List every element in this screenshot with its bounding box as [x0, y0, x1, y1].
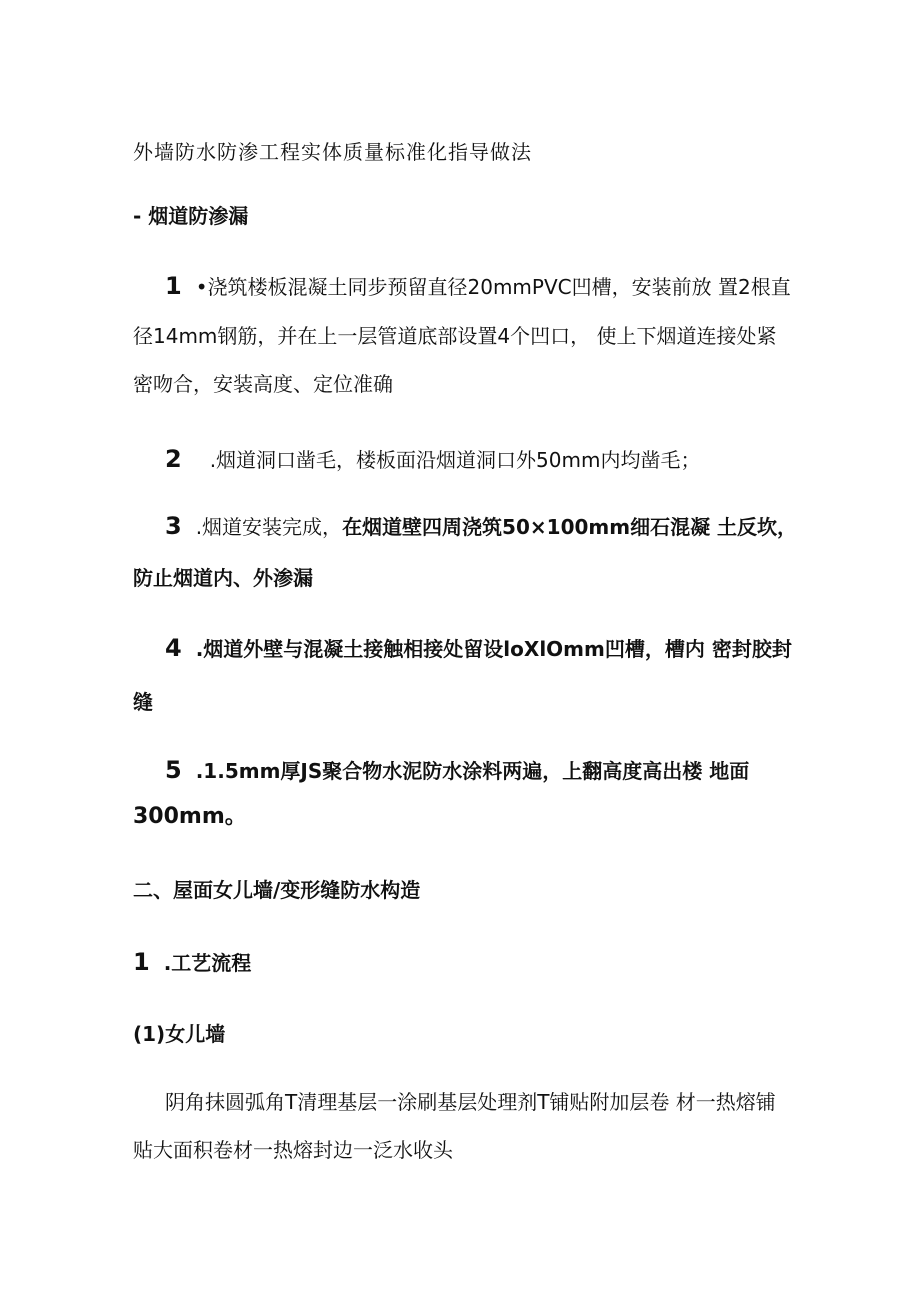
paragraph-line-2: 贴大面积卷材一热熔封边一泛水收头 [133, 1138, 453, 1162]
list-item-3-line-1 [165, 512, 797, 541]
list-item-1-line-2: 径14mm钢筋，并在上一层管道底部设置4个凹口， 使上下烟道连接处紧 [133, 324, 777, 348]
list-item-1-line-3: 密吻合，安装高度、定位准确 [133, 372, 393, 396]
item-number: 1 [165, 272, 182, 300]
list-item-4-line-1 [165, 634, 792, 663]
page-title: 外墙防水防渗工程实体质量标准化指导做法 [133, 140, 532, 164]
list-item-2 [165, 445, 700, 474]
item-text: .1.5mm厚JS聚合物水泥防水涂料两遍，上翻高度高出楼 地面 [195, 759, 750, 783]
section-heading-parapet: 二、屋面女儿墙/变形缝防水构造 [133, 878, 421, 902]
list-item-5-line-1 [165, 756, 749, 785]
section-heading-flue: - 烟道防渗漏 [133, 204, 249, 228]
item-text-bold: 在烟道壁四周浇筑50×100mm细石混凝 土反坎， [342, 515, 798, 539]
item-text: .烟道洞口凿毛，楼板面沿烟道洞口外50mm内均凿毛； [209, 448, 701, 472]
list-item-3-line-2: 防止烟道内、外渗漏 [133, 566, 313, 590]
paragraph-line-1: 阴角抹圆弧角T清理基层一涂刷基层处理剂T铺贴附加层卷 材一热熔铺 [165, 1090, 776, 1114]
item-text: .烟道外壁与混凝土接触相接处留设loXlOmm凹槽，槽内 密封胶封 [195, 637, 792, 661]
list-item-4-line-2: 缝 [133, 690, 153, 714]
item-number: 2 [165, 445, 182, 473]
list-item-5-line-2: 300mm。 [133, 804, 247, 829]
item-number: 3 [165, 512, 182, 540]
item-number: 1 [133, 948, 150, 976]
item-text: .工艺流程 [163, 951, 252, 975]
subheading-process [133, 948, 251, 977]
item-number: 5 [165, 756, 182, 784]
item-number: 4 [165, 634, 182, 662]
item-text: •浇筑楼板混凝土同步预留直径20mmPVC凹槽，安装前放 置2根直 [195, 275, 791, 299]
item-text: .烟道安装完成， [195, 515, 343, 539]
subheading-parapet: (1)女儿墙 [133, 1022, 226, 1046]
list-item-1-line-1 [165, 272, 791, 301]
